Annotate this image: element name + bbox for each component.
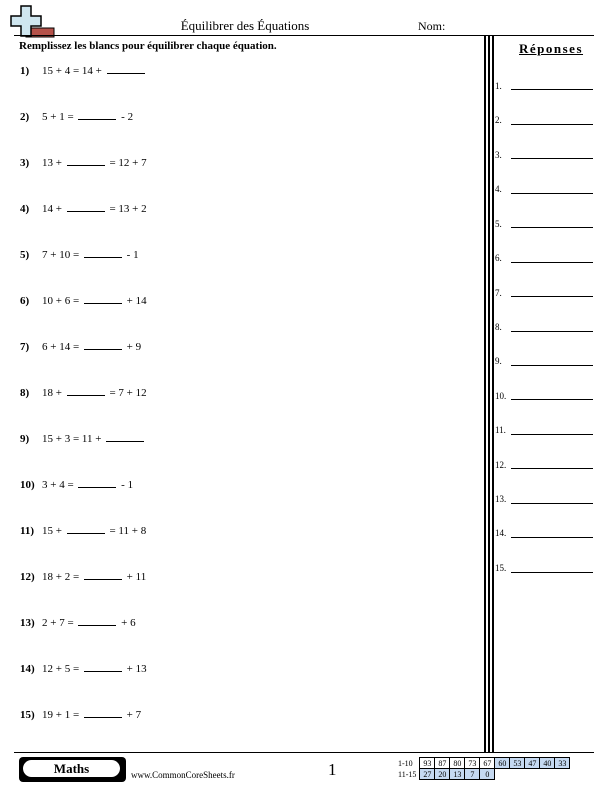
- score-table: [396, 757, 570, 780]
- answer-label: 15.: [495, 563, 507, 573]
- answer-line[interactable]: [511, 537, 593, 538]
- answer-line[interactable]: [511, 89, 593, 90]
- column-divider: [492, 36, 494, 752]
- problem-2: 2) 5 + 1 = - 2: [20, 111, 134, 123]
- answer-blank[interactable]: [84, 716, 122, 718]
- answer-line[interactable]: [511, 468, 593, 469]
- score-cell: 80: [450, 758, 465, 769]
- score-row-label: 11-15: [398, 769, 417, 779]
- score-cell: 73: [465, 758, 480, 769]
- instructions: Remplissez les blancs pour équilibrer chaque équation.: [19, 40, 277, 52]
- problem-1: 1) 15 + 4 = 14 +: [20, 65, 147, 77]
- answer-line[interactable]: [511, 503, 593, 504]
- answer-line[interactable]: [511, 124, 593, 125]
- subject-badge: [19, 757, 126, 782]
- problem-13: 13) 2 + 7 = + 6: [20, 617, 136, 629]
- answer-blank[interactable]: [84, 578, 122, 580]
- answer-line[interactable]: [511, 158, 593, 159]
- score-cell: 93: [420, 758, 435, 769]
- answer-line[interactable]: [511, 365, 593, 366]
- score-cell: 67: [480, 758, 495, 769]
- problem-8: 8) 18 + = 7 + 12: [20, 387, 147, 399]
- subject-label: Maths: [23, 760, 120, 777]
- score-cell: 87: [435, 758, 450, 769]
- answer-line[interactable]: [511, 262, 593, 263]
- answer-blank[interactable]: [84, 302, 122, 304]
- problem-3: 3) 13 + = 12 + 7: [20, 157, 147, 169]
- answer-label: 6.: [495, 253, 502, 263]
- problem-5: 5) 7 + 10 = - 1: [20, 249, 139, 261]
- score-row-label: 1-10: [398, 758, 413, 768]
- answer-label: 3.: [495, 150, 502, 160]
- column-divider: [488, 36, 490, 752]
- answer-label: 12.: [495, 460, 507, 470]
- answer-label: 13.: [495, 494, 507, 504]
- score-cell: 27: [420, 769, 435, 780]
- answer-label: 14.: [495, 528, 507, 538]
- answer-line[interactable]: [511, 331, 593, 332]
- score-cell: 7: [465, 769, 480, 780]
- answer-line[interactable]: [511, 399, 593, 400]
- score-row: [396, 758, 570, 769]
- column-divider: [484, 36, 486, 752]
- answer-label: 9.: [495, 356, 502, 366]
- answer-blank[interactable]: [67, 532, 105, 534]
- answer-blank[interactable]: [67, 210, 105, 212]
- problem-10: 10) 3 + 4 = - 1: [20, 479, 134, 491]
- answer-line[interactable]: [511, 296, 593, 297]
- answer-label: 7.: [495, 288, 502, 298]
- score-cell: 33: [555, 758, 570, 769]
- problem-15: 15) 19 + 1 = + 7: [20, 709, 142, 721]
- answer-blank[interactable]: [78, 624, 116, 626]
- answer-blank[interactable]: [84, 348, 122, 350]
- answer-blank[interactable]: [78, 118, 116, 120]
- answer-line[interactable]: [511, 227, 593, 228]
- score-cell: 13: [450, 769, 465, 780]
- answer-label: 8.: [495, 322, 502, 332]
- problem-4: 4) 14 + = 13 + 2: [20, 203, 147, 215]
- answers-title: Réponses: [519, 41, 584, 56]
- score-cell: 47: [525, 758, 540, 769]
- problem-14: 14) 12 + 5 = + 13: [20, 663, 147, 675]
- answer-line[interactable]: [511, 572, 593, 573]
- score-cell: 60: [495, 758, 510, 769]
- answer-label: 1.: [495, 81, 502, 91]
- name-label: Nom:: [418, 19, 446, 33]
- answer-blank[interactable]: [67, 164, 105, 166]
- problem-11: 11) 15 + = 11 + 8: [20, 525, 147, 537]
- answer-blank[interactable]: [84, 256, 122, 258]
- answer-blank[interactable]: [67, 394, 105, 396]
- answer-label: 2.: [495, 115, 502, 125]
- problem-12: 12) 18 + 2 = + 11: [20, 571, 147, 583]
- answer-label: 5.: [495, 219, 502, 229]
- header-rule: [14, 35, 594, 36]
- answer-label: 11.: [495, 425, 506, 435]
- answer-line[interactable]: [511, 434, 593, 435]
- plus-logo-icon: [6, 4, 56, 38]
- footer-rule: [14, 752, 594, 753]
- problem-6: 6) 10 + 6 = + 14: [20, 295, 147, 307]
- page-number: 1: [328, 760, 337, 779]
- score-cell: 0: [480, 769, 495, 780]
- problem-7: 7) 6 + 14 = + 9: [20, 341, 142, 353]
- answer-blank[interactable]: [106, 440, 144, 442]
- answer-line[interactable]: [511, 193, 593, 194]
- score-cell: 53: [510, 758, 525, 769]
- answer-label: 10.: [495, 391, 507, 401]
- answer-blank[interactable]: [84, 670, 122, 672]
- answer-label: 4.: [495, 184, 502, 194]
- worksheet-title: Équilibrer des Équations: [180, 18, 310, 33]
- site-url: www.CommonCoreSheets.fr: [131, 770, 235, 780]
- problem-9: 9) 15 + 3 = 11 +: [20, 433, 146, 445]
- score-cell: 20: [435, 769, 450, 780]
- answer-blank[interactable]: [107, 72, 145, 74]
- score-row: [396, 769, 570, 780]
- score-cell: 40: [540, 758, 555, 769]
- answer-blank[interactable]: [78, 486, 116, 488]
